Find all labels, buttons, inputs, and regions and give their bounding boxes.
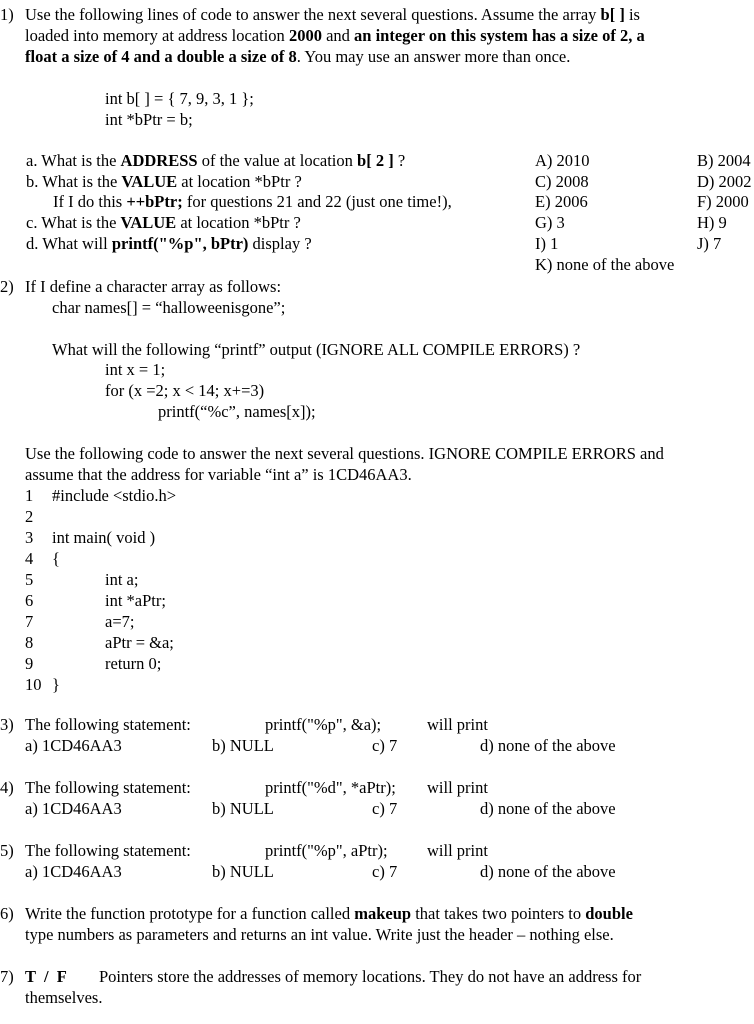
q7-line1: Pointers store the addresses of memory locations. They do not have an address for: [99, 967, 642, 986]
code-line-number: 4: [25, 549, 34, 568]
choice-h: H) 9: [697, 213, 727, 232]
q3-option-d: d) none of the above: [480, 736, 616, 755]
q7-line2: themselves.: [25, 988, 103, 1007]
q1-intro-line2: loaded into memory at address location 2000 and an integer on this system has a size of 2, a: [25, 26, 645, 45]
q5-option-d: d) none of the above: [480, 862, 616, 881]
choice-e: E) 2006: [535, 192, 588, 211]
q4-option-a: a) 1CD46AA3: [25, 799, 122, 818]
choice-b: B) 2004: [697, 151, 751, 170]
q3-option-a: a) 1CD46AA3: [25, 736, 122, 755]
code-intro2: assume that the address for variable “int a” is 1CD46AA3.: [25, 465, 412, 484]
code-line-number: 9: [25, 654, 34, 673]
choice-j: J) 7: [697, 234, 722, 253]
q1-code-line2: int *bPtr = b;: [105, 110, 193, 129]
code-line-text: {: [52, 549, 60, 568]
q3-label: The following statement:: [25, 715, 191, 734]
q3-statement: printf("%p", &a);: [265, 715, 382, 734]
q2-code1: int x = 1;: [105, 360, 166, 379]
q5-number: 5): [0, 841, 14, 860]
code-intro1: Use the following code to answer the next several questions. IGNORE COMPILE ERRORS and: [25, 444, 664, 463]
code-line-number: 1: [25, 486, 34, 505]
code-line-number: 3: [25, 528, 34, 547]
code-line-number: 10: [25, 675, 42, 694]
q4-option-d: d) none of the above: [480, 799, 616, 818]
q1-code-line1: int b[ ] = { 7, 9, 3, 1 };: [105, 89, 254, 108]
q3-option-b: b) NULL: [212, 736, 274, 755]
code-line-number: 7: [25, 612, 34, 631]
q1-part-b: b. What is the VALUE at location *bPtr ?: [26, 172, 302, 191]
code-line-text: return 0;: [105, 654, 162, 673]
q6-line1: Write the function prototype for a function called makeup that takes two pointers to double: [25, 904, 633, 923]
q4-label: The following statement:: [25, 778, 191, 797]
code-line-text: int main( void ): [52, 528, 156, 547]
q5-label: The following statement:: [25, 841, 191, 860]
q3-number: 3): [0, 715, 14, 734]
q1-part-c: c. What is the VALUE at location *bPtr ?: [26, 213, 301, 232]
code-line-number: 6: [25, 591, 34, 610]
code-line-number: 2: [25, 507, 34, 526]
q2-code2: for (x =2; x < 14; x+=3): [105, 381, 265, 400]
q6-number: 6): [0, 904, 14, 923]
q7-true-false: T / F: [25, 967, 67, 986]
q2-line1: If I define a character array as follows:: [25, 277, 282, 296]
q4-option-c: c) 7: [372, 799, 398, 818]
q4-option-b: b) NULL: [212, 799, 274, 818]
code-line-text: }: [52, 675, 60, 694]
choice-i: I) 1: [535, 234, 559, 253]
code-line-text: int *aPtr;: [105, 591, 166, 610]
code-line-text: aPtr = &a;: [105, 633, 174, 652]
code-line-number: 5: [25, 570, 34, 589]
q4-tail: will print: [427, 778, 488, 797]
q2-line2: char names[] = “halloweenisgone”;: [52, 298, 286, 317]
choice-c: C) 2008: [535, 172, 589, 191]
q2-code3: printf(“%c”, names[x]);: [158, 402, 316, 421]
q1-part-b-sub: If I do this ++bPtr; for questions 21 and 22 (just one time!),: [53, 192, 452, 211]
q4-number: 4): [0, 778, 14, 797]
q1-intro-line1: Use the following lines of code to answer the next several questions. Assume the array b[ ] is: [25, 5, 640, 24]
q5-option-b: b) NULL: [212, 862, 274, 881]
q2-number: 2): [0, 277, 14, 296]
choice-g: G) 3: [535, 213, 565, 232]
choice-k: K) none of the above: [535, 255, 675, 274]
q1-number: 1): [0, 5, 14, 24]
q3-option-c: c) 7: [372, 736, 398, 755]
q2-line3: What will the following “printf” output (IGNORE ALL COMPILE ERRORS) ?: [52, 340, 581, 359]
q6-line2: type numbers as parameters and returns an int value. Write just the header – nothing else.: [25, 925, 614, 944]
choice-a: A) 2010: [535, 151, 590, 170]
choice-f: F) 2000: [697, 192, 749, 211]
q3-tail: will print: [427, 715, 488, 734]
code-line-text: a=7;: [105, 612, 135, 631]
q5-option-a: a) 1CD46AA3: [25, 862, 122, 881]
q1-part-d: d. What will printf("%p", bPtr) display ?: [26, 234, 312, 253]
q4-statement: printf("%d", *aPtr);: [265, 778, 396, 797]
code-line-text: int a;: [105, 570, 139, 589]
q5-tail: will print: [427, 841, 488, 860]
choice-d: D) 2002: [697, 172, 752, 191]
code-line-text: #include <stdio.h>: [52, 486, 177, 505]
q5-option-c: c) 7: [372, 862, 398, 881]
code-line-number: 8: [25, 633, 34, 652]
q1-part-a: a. What is the ADDRESS of the value at location b[ 2 ] ?: [26, 151, 406, 170]
q7-number: 7): [0, 967, 14, 986]
q5-statement: printf("%p", aPtr);: [265, 841, 388, 860]
q1-intro-line3: float a size of 4 and a double a size of 8. You may use an answer more than once.: [25, 47, 571, 66]
